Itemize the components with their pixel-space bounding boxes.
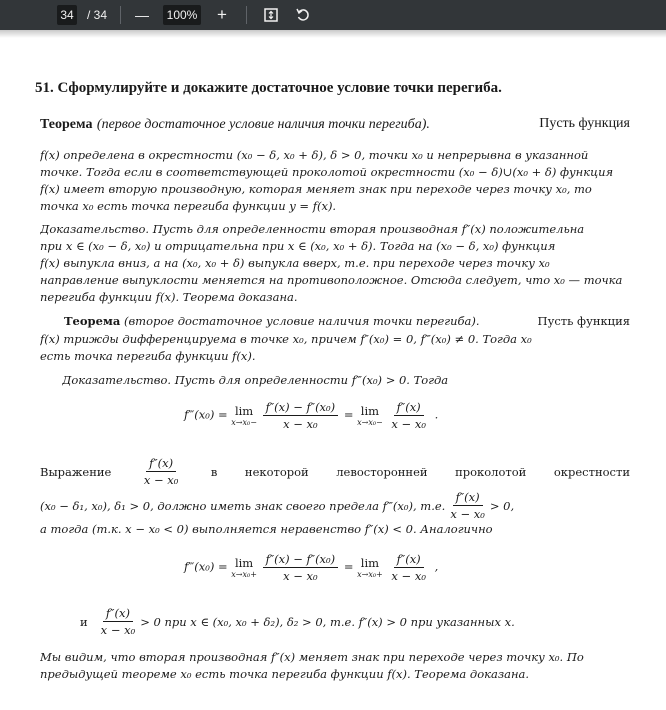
formula-1-limit-2 bbox=[357, 404, 383, 427]
p1-line-4: точка x₀ есть точка перегиба функции y = f(x). bbox=[40, 199, 337, 213]
limit-label: lim bbox=[234, 556, 254, 570]
formula-1-fraction-2 bbox=[388, 400, 429, 431]
p1-line-2: точке. Тогда если в соответствующей проколотой окрестности (x₀ − δ)∪(x₀ + δ) функция bbox=[40, 165, 614, 179]
theorem-1-label: Теорема bbox=[40, 117, 93, 132]
p6-text: (x₀ − δ₁, x₀), δ₁ > 0, должно иметь знак своего предела f‴(x₀), т.е. bbox=[40, 498, 446, 513]
equals-sign: = bbox=[343, 559, 354, 574]
pdf-toolbar bbox=[0, 0, 666, 30]
theorem-1-tail: Пусть функция bbox=[539, 116, 630, 131]
p3-line-2: есть точка перегиба функции f(x). bbox=[40, 349, 256, 363]
limit-label: lim bbox=[360, 556, 380, 570]
word: Выражение bbox=[40, 464, 112, 479]
toolbar-shadow bbox=[0, 30, 666, 38]
toolbar-divider bbox=[120, 6, 121, 24]
word: некоторой bbox=[244, 464, 309, 479]
word: проколотой bbox=[455, 464, 527, 479]
rotate-button[interactable] bbox=[292, 5, 314, 25]
denominator: x − x₀ bbox=[143, 473, 179, 487]
theorem-1-subtitle: (первое достаточное условие наличия точки перегиба). bbox=[96, 117, 430, 132]
word: и bbox=[80, 614, 88, 629]
p5-line bbox=[40, 456, 630, 487]
p8-fraction bbox=[98, 606, 139, 637]
punctuation: . bbox=[434, 407, 439, 422]
p6-tail: > 0, bbox=[489, 498, 515, 513]
formula-2-fraction-2 bbox=[388, 552, 429, 583]
word: левосторонней bbox=[336, 464, 428, 479]
numerator: f″(x) bbox=[394, 552, 424, 568]
numerator: f″(x) bbox=[103, 606, 133, 622]
zoom-out-button[interactable]: — bbox=[135, 7, 149, 23]
p1-line-3: f(x) имеет вторую производную, которая меняет знак при переходе через точку x₀, то bbox=[40, 182, 592, 196]
theorem-2-subtitle: (второе достаточное условие наличия точки перегиба). bbox=[124, 314, 480, 328]
p9-line-1: Мы видим, что вторая производная f″(x) меняет знак при переходе через точку x₀. По bbox=[40, 650, 584, 664]
theorem-1-title-line bbox=[40, 114, 630, 135]
p2-line-2: при x ∈ (x₀ − δ, x₀) и отрицательна при x ∈ (x₀, x₀ + δ). Тогда на (x₀ − δ, x₀) функция bbox=[40, 239, 556, 253]
page-number-input[interactable] bbox=[57, 5, 77, 25]
limit-subscript: x→x₀+ bbox=[357, 570, 383, 579]
limit-subscript: x→x₀− bbox=[357, 418, 383, 427]
p6-line bbox=[40, 490, 630, 521]
limit-subscript: x→x₀− bbox=[231, 418, 257, 427]
p7-line: а тогда (т.к. x − x₀ < 0) выполняется неравенство f″(x) < 0. Аналогично bbox=[40, 522, 493, 536]
denominator: x − x₀ bbox=[100, 623, 136, 637]
denominator: x − x₀ bbox=[391, 417, 426, 431]
toolbar-divider bbox=[246, 6, 247, 24]
rotate-icon bbox=[295, 7, 311, 23]
p1-line-1: f(x) определена в окрестности (x₀ − δ, x₀ + δ), δ > 0, точки x₀ и непрерывна в указанной bbox=[40, 148, 589, 162]
denominator: x − x₀ bbox=[283, 417, 318, 431]
zoom-in-button[interactable]: + bbox=[217, 5, 227, 24]
formula-2-fraction-1 bbox=[263, 552, 339, 583]
p6-fraction bbox=[447, 490, 488, 521]
word: окрестности bbox=[553, 464, 630, 479]
formula-1-lhs: f‴(x₀) = bbox=[184, 407, 228, 422]
zoom-level: 100% bbox=[166, 8, 198, 22]
limit-label: lim bbox=[360, 404, 380, 418]
denominator: x − x₀ bbox=[391, 569, 426, 583]
formula-2-limit-2 bbox=[357, 556, 383, 579]
page-current: 34 bbox=[60, 8, 74, 22]
numerator: f″(x) bbox=[453, 490, 483, 506]
equals-sign: = bbox=[343, 407, 354, 422]
p5-fraction bbox=[141, 456, 182, 487]
p2-line-5: перегиба функции f(x). Теорема доказана. bbox=[40, 290, 298, 304]
punctuation: , bbox=[434, 559, 439, 574]
p2-line-1: Доказательство. Пусть для определенности вторая производная f″(x) положительна bbox=[40, 222, 585, 236]
fit-page-icon bbox=[263, 7, 279, 23]
page-total: / 34 bbox=[86, 8, 107, 22]
formula-2 bbox=[184, 552, 438, 583]
denominator: x − x₀ bbox=[450, 507, 485, 521]
word: в bbox=[210, 464, 218, 479]
p3-line-1: f(x) трижды дифференцируема в точке x₀, причем f″(x₀) = 0, f‴(x₀) ≠ 0. Тогда x₀ bbox=[40, 332, 532, 346]
numerator: f″(x) bbox=[394, 400, 424, 416]
p9-line-2: предыдущей теореме x₀ есть точка перегиба функции f(x). Теорема доказана. bbox=[40, 667, 530, 681]
question-heading: 51. Сформулируйте и докажите достаточное условие точки перегиба. bbox=[35, 80, 502, 96]
numerator: f″(x) − f″(x₀) bbox=[263, 552, 339, 568]
formula-1-limit-1 bbox=[231, 404, 257, 427]
formula-2-limit-1 bbox=[231, 556, 257, 579]
p8-line bbox=[80, 606, 515, 637]
theorem-2-title-line bbox=[64, 314, 630, 328]
formula-2-lhs: f‴(x₀) = bbox=[184, 559, 228, 574]
zoom-level-input[interactable] bbox=[163, 5, 201, 25]
formula-1-fraction-1 bbox=[263, 400, 339, 431]
denominator: x − x₀ bbox=[283, 569, 318, 583]
limit-label: lim bbox=[234, 404, 254, 418]
p8-text: > 0 при x ∈ (x₀, x₀ + δ₂), δ₂ > 0, т.е. f″(x) > 0 при указанных x. bbox=[140, 614, 515, 629]
limit-subscript: x→x₀+ bbox=[231, 570, 257, 579]
p4-line: Доказательство. Пусть для определенности f‴(x₀) > 0. Тогда bbox=[62, 373, 449, 387]
theorem-2-tail: Пусть функция bbox=[537, 314, 630, 328]
p2-line-4: направление выпуклости меняется на противоположное. Отсюда следует, что x₀ — точка bbox=[40, 273, 623, 287]
p2-line-3: f(x) выпукла вниз, а на (x₀, x₀ + δ) выпукла вверх, т.е. при переходе через точку x₀ bbox=[40, 256, 550, 270]
formula-1 bbox=[184, 400, 438, 431]
theorem-2-label: Теорема bbox=[64, 314, 121, 328]
numerator: f″(x) − f″(x₀) bbox=[263, 400, 339, 416]
numerator: f″(x) bbox=[146, 456, 176, 472]
fit-page-button[interactable] bbox=[260, 5, 282, 25]
